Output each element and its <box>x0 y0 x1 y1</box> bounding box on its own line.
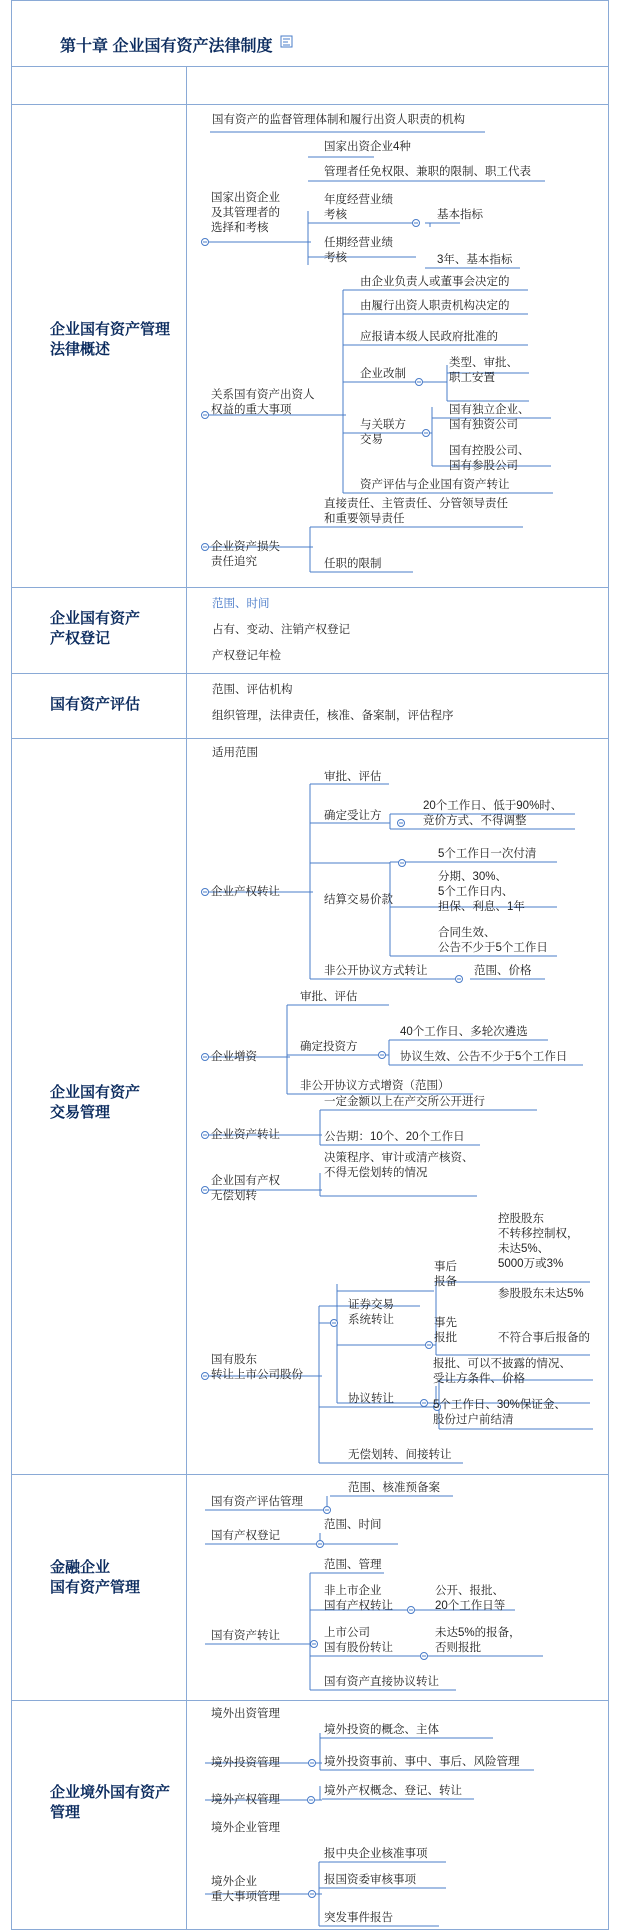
node-government-approval[interactable]: 应报请本级人民政府批准的 <box>360 331 498 343</box>
node-term-assessment[interactable]: 任期经营业绩 考核 <box>324 237 393 264</box>
node-applicable-scope[interactable]: 适用范围 <box>212 747 258 759</box>
node-agency-decision[interactable]: 由履行出资人职责机构决定的 <box>360 300 510 312</box>
node-free-indirect-transfer[interactable]: 无偿划转、间接转让 <box>348 1449 452 1461</box>
node-property-transfer[interactable]: 企业产权转让 <box>211 886 280 898</box>
node-supervision-system[interactable]: 国有资产的监督管理体制和履行出资人职责的机构 <box>212 114 465 126</box>
node-investment-risk[interactable]: 境外投资事前、事中、事后、风险管理 <box>324 1756 520 1768</box>
section-title-property-registration[interactable]: 企业国有资产 产权登记 <box>50 610 141 647</box>
node-evaluation-scope[interactable]: 范围、评估机构 <box>212 684 293 696</box>
node-appointment[interactable]: 管理者任免权限、兼职的限制、职工代表 <box>324 166 531 178</box>
node-emergency-report[interactable]: 突发事件报告 <box>324 1912 393 1924</box>
node-annual-assessment[interactable]: 年度经营业绩 考核 <box>324 194 393 221</box>
node-basic-indicators[interactable]: 基本指标 <box>437 209 483 221</box>
node-post-filing[interactable]: 事后 报备 <box>434 1261 457 1288</box>
node-overseas-property[interactable]: 境外产权管理 <box>211 1794 280 1806</box>
node-responsibility-types[interactable]: 直接责任、主管责任、分管领导责任 和重要领导责任 <box>324 498 508 525</box>
node-restructuring-detail[interactable]: 类型、审批、 职工安置 <box>449 357 518 384</box>
node-unlisted-transfer-rules[interactable]: 公开、报批、 20个工作日等 <box>435 1585 506 1612</box>
node-asset-transfer[interactable]: 企业资产转让 <box>211 1129 280 1141</box>
node-direct-agreement-transfer[interactable]: 国有资产直接协议转让 <box>324 1676 439 1688</box>
node-listed-shares[interactable]: 国有股东 转让上市公司股份 <box>211 1354 303 1381</box>
node-minority-shareholder[interactable]: 参股股东未达5% <box>498 1288 584 1300</box>
chapter-title: 第十章 企业国有资产法律制度 <box>60 38 273 55</box>
node-evaluation-organization[interactable]: 组织管理，法律责任，核准、备案制，评估程序 <box>212 710 454 722</box>
section-title-overview[interactable]: 企业国有资产管理 法律概述 <box>50 321 171 358</box>
node-agreement-deposit[interactable]: 5个工作日、30%保证金、 股份过户前结清 <box>433 1399 566 1426</box>
node-board-decision[interactable]: 由企业负责人或董事会决定的 <box>360 276 510 288</box>
node-wholly-state-owned[interactable]: 国有独立企业、 国有独资公司 <box>449 404 530 431</box>
section-title-financial[interactable]: 金融企业 国有资产管理 <box>50 1559 141 1596</box>
node-unlisted-property-transfer[interactable]: 非上市企业 国有产权转让 <box>324 1585 393 1612</box>
section-title-overseas[interactable]: 企业境外国有资产 管理 <box>50 1784 171 1821</box>
node-free-transfer-rules[interactable]: 决策程序、审计或清产核资、 不得无偿划转的情况 <box>324 1152 474 1179</box>
outline-toggle-icon[interactable] <box>280 35 294 49</box>
node-financial-transfer[interactable]: 国有资产转让 <box>211 1630 280 1642</box>
node-central-approval[interactable]: 报中央企业核准事项 <box>324 1848 428 1860</box>
node-lump-sum-payment[interactable]: 5个工作日一次付清 <box>438 848 537 860</box>
node-listed-transfer-rules[interactable]: 未达5%的报备， 否则报批 <box>435 1627 521 1654</box>
node-investor-selection[interactable]: 40个工作日、多轮次遴选 <box>400 1026 528 1038</box>
node-controlling-shareholder[interactable]: 控股股东 不转移控制权， 未达5%、 5000万或3% <box>498 1213 579 1270</box>
node-determine-transferee[interactable]: 确定受让方 <box>324 810 382 822</box>
node-state-controlled[interactable]: 国有控股公司、 国有参股公司 <box>449 445 530 472</box>
node-enterprise-selection[interactable]: 国家出资企业 及其管理者的 选择和考核 <box>211 192 280 234</box>
node-not-eligible-filing[interactable]: 不符合事后报备的 <box>498 1332 590 1344</box>
node-contract-effective[interactable]: 合同生效、 公告不少于5个工作日 <box>438 927 548 954</box>
node-nonpublic-transfer[interactable]: 非公开协议方式转让 <box>324 965 428 977</box>
node-overseas-major-matters[interactable]: 境外企业 重大事项管理 <box>211 1876 280 1903</box>
node-investor-announcement[interactable]: 协议生效、公告不少于5个工作日 <box>400 1051 568 1063</box>
node-agreement-approval[interactable]: 报批、可以不披露的情况、 受让方条件、价格 <box>433 1358 571 1385</box>
node-three-year-indicators[interactable]: 3年、基本指标 <box>437 254 513 266</box>
node-financial-registration[interactable]: 国有产权登记 <box>211 1530 280 1542</box>
node-overseas-property-detail[interactable]: 境外产权概念、登记、转让 <box>324 1785 462 1797</box>
node-determine-investor[interactable]: 确定投资方 <box>300 1041 358 1053</box>
node-public-exchange[interactable]: 一定金额以上在产交所公开进行 <box>324 1096 485 1108</box>
node-exchange-transfer[interactable]: 证券交易 系统转让 <box>348 1299 394 1326</box>
section-title-asset-evaluation[interactable]: 国有资产评估 <box>50 696 141 713</box>
node-loss-accountability[interactable]: 企业资产损失 责任追究 <box>211 541 280 568</box>
node-restructuring[interactable]: 企业改制 <box>360 368 406 380</box>
node-prior-approval[interactable]: 事先 报批 <box>434 1317 457 1344</box>
node-financial-evaluation[interactable]: 国有资产评估管理 <box>211 1496 303 1508</box>
node-overseas-capital[interactable]: 境外出资管理 <box>211 1708 280 1720</box>
node-transferee-rules[interactable]: 20个工作日、低于90%时、 竞价方式、不得调整 <box>423 800 563 827</box>
node-agreement-transfer[interactable]: 协议转让 <box>348 1393 394 1405</box>
node-registration-scope[interactable]: 范围、时间 <box>212 598 270 610</box>
node-free-transfer[interactable]: 企业国有产权 无偿划转 <box>211 1175 280 1202</box>
node-installment-payment[interactable]: 分期、30%、 5个工作日内、 担保、利息、1年 <box>438 871 525 913</box>
node-announcement-period[interactable]: 公告期：10个、20个工作日 <box>324 1131 465 1143</box>
node-investment-concept[interactable]: 境外投资的概念、主体 <box>324 1724 439 1736</box>
node-financial-registration-scope[interactable]: 范围、时间 <box>324 1519 382 1531</box>
node-overseas-enterprise[interactable]: 境外企业管理 <box>211 1822 280 1834</box>
node-annual-inspection[interactable]: 产权登记年检 <box>212 650 281 662</box>
node-listed-share-transfer[interactable]: 上市公司 国有股份转让 <box>324 1627 393 1654</box>
node-scope-price[interactable]: 范围、价格 <box>474 965 532 977</box>
node-sasac-review[interactable]: 报国资委审核事项 <box>324 1874 416 1886</box>
node-settle-price[interactable]: 结算交易价款 <box>324 894 393 906</box>
node-four-types[interactable]: 国家出资企业4种 <box>324 141 411 153</box>
node-capital-approval[interactable]: 审批、评估 <box>300 991 358 1003</box>
node-related-party[interactable]: 与关联方 交易 <box>360 419 406 446</box>
node-major-matters[interactable]: 关系国有资产出资人 权益的重大事项 <box>211 389 315 416</box>
node-registration-types[interactable]: 占有、变动、注销产权登记 <box>212 624 350 636</box>
node-overseas-investment[interactable]: 境外投资管理 <box>211 1757 280 1769</box>
node-financial-evaluation-scope[interactable]: 范围、核准预备案 <box>348 1482 440 1494</box>
node-transfer-approval[interactable]: 审批、评估 <box>324 771 382 783</box>
node-asset-evaluation-transfer[interactable]: 资产评估与企业国有资产转让 <box>360 479 510 491</box>
node-capital-increase[interactable]: 企业增资 <box>211 1051 257 1063</box>
node-position-limits[interactable]: 任职的限制 <box>324 558 382 570</box>
section-title-transaction-management[interactable]: 企业国有资产 交易管理 <box>50 1084 141 1121</box>
node-nonpublic-capital[interactable]: 非公开协议方式增资（范围） <box>300 1080 450 1092</box>
node-financial-transfer-scope[interactable]: 范围、管理 <box>324 1559 382 1571</box>
